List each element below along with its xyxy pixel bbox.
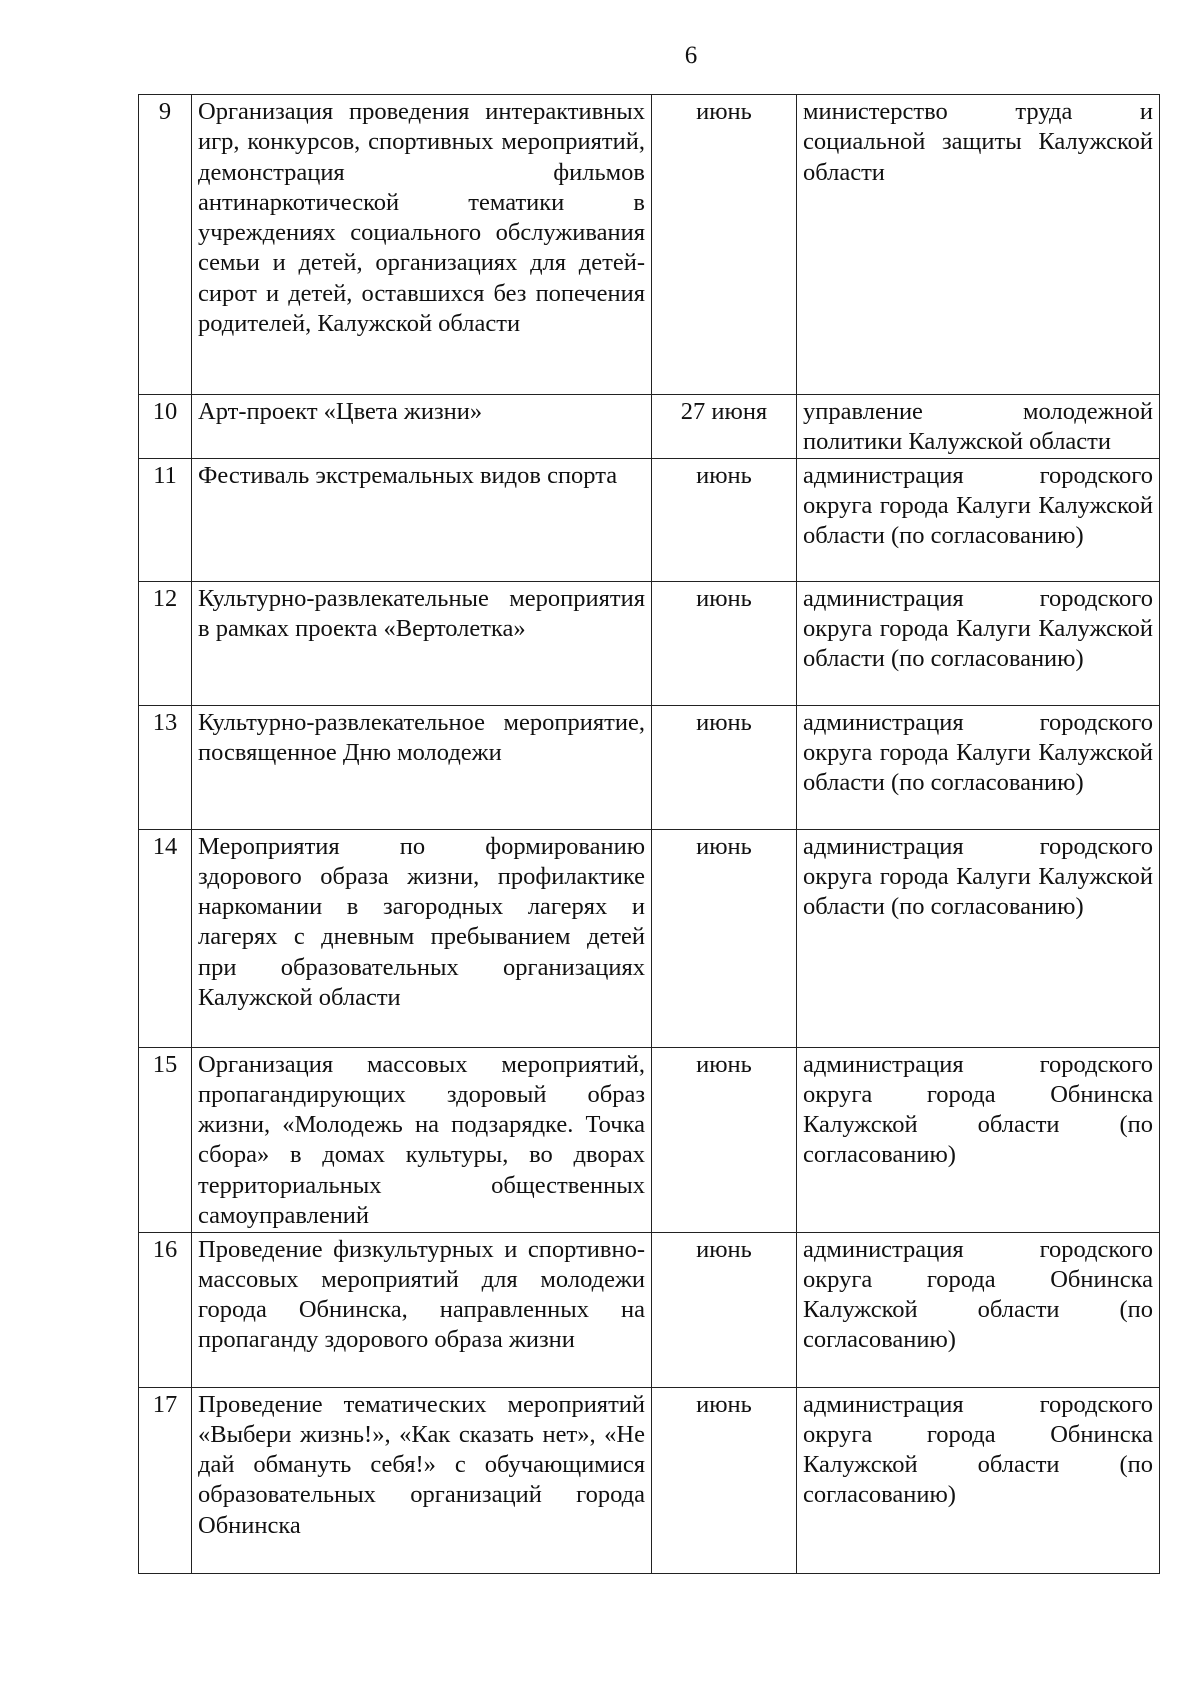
page-number: 6	[684, 42, 698, 69]
table-row	[139, 829, 1160, 1047]
responsible-party: администрация городского округа города Обнинска Калужской области (по согласованию)	[797, 1387, 1160, 1573]
responsible-party: администрация городского округа города Калуги Калужской области (по согласованию)	[797, 458, 1160, 581]
responsible-party: администрация городского округа города Калуги Калужской области (по согласованию)	[797, 705, 1160, 829]
table-row	[139, 395, 1160, 459]
responsible-party: администрация городского округа города Обнинска Калужской области (по согласованию)	[797, 1047, 1160, 1232]
event-description: Проведение тематических мероприятий «Выбери жизнь!», «Как сказать нет», «Не дай обмануть себя!» с обучающимися образовательных организаций города Обнинска	[192, 1387, 652, 1573]
event-date: июнь	[652, 458, 797, 581]
event-description: Мероприятия по формированию здорового образа жизни, профилактике наркомании в загородных лагерях и лагерях с дневным пребыванием детей при образовательных организациях Калужской области	[192, 829, 652, 1047]
row-number: 13	[139, 705, 192, 829]
event-date: июнь	[652, 1387, 797, 1573]
row-number: 9	[139, 95, 192, 395]
table-row	[139, 95, 1160, 395]
row-number: 14	[139, 829, 192, 1047]
responsible-party: администрация городского округа города Обнинска Калужской области (по согласованию)	[797, 1232, 1160, 1387]
responsible-party: управление молодежной политики Калужской области	[797, 395, 1160, 459]
row-number: 17	[139, 1387, 192, 1573]
table-row	[139, 1047, 1160, 1232]
event-date: июнь	[652, 1047, 797, 1232]
responsible-party: администрация городского округа города Калуги Калужской области (по согласованию)	[797, 581, 1160, 705]
responsible-party: министерство труда и социальной защиты Калужской области	[797, 95, 1160, 395]
table-row	[139, 458, 1160, 581]
event-description: Арт-проект «Цвета жизни»	[192, 395, 652, 459]
event-date: июнь	[652, 95, 797, 395]
event-date: 27 июня	[652, 395, 797, 459]
row-number: 10	[139, 395, 192, 459]
event-description: Культурно-развлекательные мероприятия в рамках проекта «Вертолетка»	[192, 581, 652, 705]
row-number: 15	[139, 1047, 192, 1232]
event-date: июнь	[652, 1232, 797, 1387]
table-row	[139, 1387, 1160, 1573]
table-row	[139, 581, 1160, 705]
table-row	[139, 1232, 1160, 1387]
event-date: июнь	[652, 829, 797, 1047]
row-number: 12	[139, 581, 192, 705]
table-row	[139, 705, 1160, 829]
event-description: Проведение физкультурных и спортивно-массовых мероприятий для молодежи города Обнинска, направленных на пропаганду здорового образа жизни	[192, 1232, 652, 1387]
event-description: Фестиваль экстремальных видов спорта	[192, 458, 652, 581]
event-description: Организация проведения интерактивных игр, конкурсов, спортивных мероприятий, демонстрация фильмов антинаркотической тематики в учреждениях социального обслуживания семьи и детей, организациях для детей-сирот и детей, оставшихся без попечения родителей, Калужской области	[192, 95, 652, 395]
event-date: июнь	[652, 705, 797, 829]
event-date: июнь	[652, 581, 797, 705]
event-description: Культурно-развлекательное мероприятие, посвященное Дню молодежи	[192, 705, 652, 829]
event-description: Организация массовых мероприятий, пропагандирующих здоровый образ жизни, «Молодежь на подзарядке. Точка сбора» в домах культуры, во дворах территориальных общественных самоуправлений	[192, 1047, 652, 1232]
row-number: 11	[139, 458, 192, 581]
responsible-party: администрация городского округа города Калуги Калужской области (по согласованию)	[797, 829, 1160, 1047]
events-table	[138, 94, 1160, 1574]
row-number: 16	[139, 1232, 192, 1387]
